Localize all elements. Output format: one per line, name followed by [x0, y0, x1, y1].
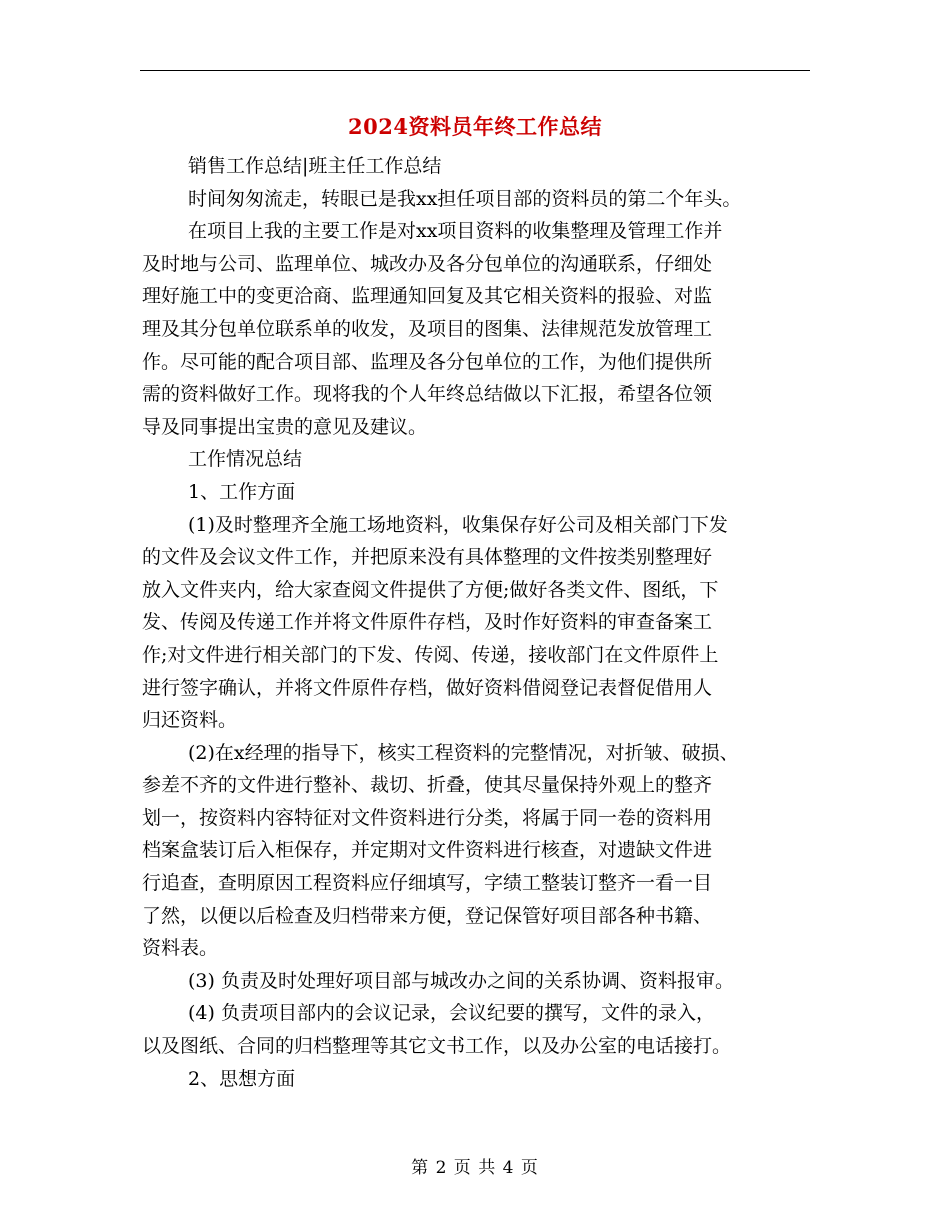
- text-line: 了然，以便以后检查及归档带来方便，登记保管好项目部各种书籍、: [142, 904, 713, 927]
- text-line: 理好施工中的变更洽商、监理通知回复及其它相关资料的报验、对监: [142, 285, 713, 308]
- text-line: 的文件及会议文件工作，并把原来没有具体整理的文件按类别整理好: [142, 546, 713, 569]
- text-line: 1、工作方面: [188, 480, 296, 503]
- text-line: (2)在x经理的指导下，核实工程资料的完整情况，对折皱、破损、: [188, 741, 739, 764]
- header-rule: [140, 70, 810, 71]
- text-line: 资料表。: [142, 937, 219, 960]
- text-line: (3) 负责及时处理好项目部与城改办之间的关系协调、资料报审。: [188, 969, 734, 992]
- text-line: 作;对文件进行相关部门的下发、传阅、传递，接收部门在文件原件上: [142, 643, 719, 666]
- text-line: (4) 负责项目部内的会议记录，会议纪要的撰写，文件的录入，: [188, 1002, 715, 1025]
- text-line: 发、传阅及传递工作并将文件原件存档，及时作好资料的审查备案工: [142, 611, 713, 634]
- text-line: 进行签字确认，并将文件原件存档，做好资料借阅登记表督促借用人: [142, 676, 713, 699]
- document-body: [142, 150, 810, 1095]
- text-line: 导及同事提出宝贵的意见及建议。: [142, 415, 428, 438]
- text-line: 需的资料做好工作。现将我的个人年终总结做以下汇报，希望各位领: [142, 383, 713, 406]
- text-line: 及时地与公司、监理单位、城改办及各分包单位的沟通联系，仔细处: [142, 252, 713, 275]
- text-line: 在项目上我的主要工作是对xx项目资料的收集整理及管理工作并: [188, 220, 723, 243]
- text-line: 理及其分包单位联系单的收发，及项目的图集、法律规范发放管理工: [142, 317, 713, 340]
- text-line: 划一，按资料内容特征对文件资料进行分类，将属于同一卷的资料用: [142, 806, 713, 829]
- text-line: 作。尽可能的配合项目部、监理及各分包单位的工作，为他们提供所: [142, 350, 713, 373]
- text-line: 档案盒装订后入柜保存，并定期对文件资料进行核查，对遗缺文件进: [142, 839, 713, 862]
- text-line: 参差不齐的文件进行整补、裁切、折叠，使其尽量保持外观上的整齐: [142, 774, 713, 797]
- text-line: 行追查，查明原因工程资料应仔细填写，字绩工整装订整齐一看一目: [142, 872, 713, 895]
- text-line: (1)及时整理齐全施工场地资料，收集保存好公司及相关部门下发: [188, 513, 728, 536]
- document-title: 2024资料员年终工作总结: [348, 114, 602, 139]
- text-line: 以及图纸、合同的归档整理等其它文书工作，以及办公室的电话接打。: [142, 1035, 732, 1058]
- text-line: 销售工作总结|班主任工作总结: [188, 155, 442, 177]
- text-line: 工作情况总结: [188, 448, 303, 471]
- text-line: 归还资料。: [142, 709, 238, 732]
- text-line: 放入文件夹内，给大家查阅文件提供了方便;做好各类文件、图纸，下: [142, 578, 719, 601]
- text-line: 2、思想方面: [188, 1067, 296, 1090]
- page-footer: 第 2 页 共 4 页: [411, 1158, 539, 1178]
- text-line: 时间匆匆流走，转眼已是我xx担任项目部的资料员的第二个年头。: [188, 187, 742, 210]
